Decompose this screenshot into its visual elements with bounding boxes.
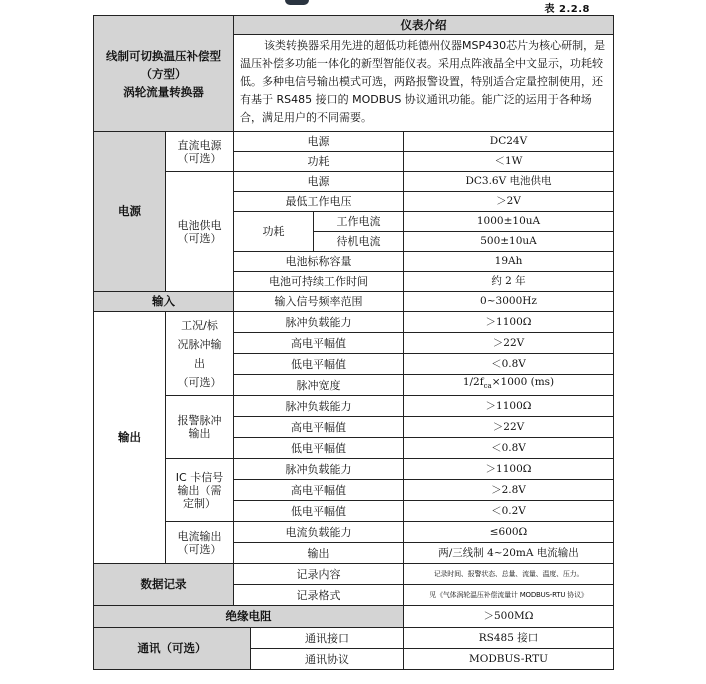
ic-label-line-1: IC 卡信号 xyxy=(175,470,224,484)
param-cell: 通讯接口 xyxy=(251,628,404,649)
pulse-label-line-4: （可选） xyxy=(177,375,222,389)
value-cell: ＞22V xyxy=(404,417,614,438)
param-cell: 脉冲负载能力 xyxy=(234,396,404,417)
value-cell: ＞2V xyxy=(404,192,614,212)
insulation-category: 绝缘电阻 xyxy=(94,606,404,628)
value-cell: ＞22V xyxy=(404,333,614,354)
param-cell: 输入信号频率范围 xyxy=(234,292,404,312)
pulse-label-line-1: 工况/标 xyxy=(181,318,218,332)
param-cell: 通讯协议 xyxy=(251,649,404,670)
ic-card-output-label xyxy=(166,459,234,522)
value-cell: ＞1100Ω xyxy=(404,396,614,417)
param-cell: 记录格式 xyxy=(234,585,404,606)
value-cell: 19Ah xyxy=(404,252,614,272)
param-cell: 脉冲宽度 xyxy=(234,375,404,396)
ic-label-line-2: 输出（需 xyxy=(177,483,222,497)
pulse-width-subscript: ca xyxy=(483,382,492,391)
table-number-label: 表 2.2.8 xyxy=(544,4,590,15)
pulse-label-line-2: 况脉冲输 xyxy=(177,337,222,351)
param-cell: 最低工作电压 xyxy=(234,192,404,212)
value-cell: MODBUS-RTU xyxy=(404,649,614,670)
input-category: 输入 xyxy=(94,292,234,312)
data-record-category: 数据记录 xyxy=(94,564,234,606)
battery-label-line-1: 电池供电 xyxy=(177,218,222,232)
value-cell: ＜0.8V xyxy=(404,438,614,459)
param-cell: 脉冲负载能力 xyxy=(234,459,404,480)
param-cell: 低电平幅值 xyxy=(234,438,404,459)
value-cell: 0~3000Hz xyxy=(404,292,614,312)
param-cell: 电池标称容量 xyxy=(234,252,404,272)
param-cell: 待机电流 xyxy=(314,232,404,252)
value-cell: ＜0.8V xyxy=(404,354,614,375)
pulse-label-line-3: 出 xyxy=(194,356,205,370)
value-cell: ＞1100Ω xyxy=(404,312,614,333)
value-cell: ＜0.2V xyxy=(404,501,614,522)
value-cell: 500±10uA xyxy=(404,232,614,252)
alarm-label-line-2: 输出 xyxy=(188,427,211,440)
value-cell: RS485 接口 xyxy=(404,628,614,649)
dc-label-line-1: 直流电源 xyxy=(177,138,222,152)
consumption-label: 功耗 xyxy=(234,212,314,252)
param-cell: 电源 xyxy=(234,172,404,192)
alarm-label-line-1: 报警脉冲 xyxy=(177,414,222,427)
intro-text: 该类转换器采用先进的超低功耗德州仪器MSP430芯片为核心研制，是温压补偿多功能一体化的新型智能仪表。采用点阵液晶全中文显示，功耗较低。多种电信号输出模式可选，两路报警设置，特别适合定量控制使用，还有基于 RS485 接口的 MODBUS 协议通讯功能。能广泛的运用于各种场合，满足用户的不同需要。 xyxy=(234,35,614,132)
value-cell: DC24V xyxy=(404,132,614,152)
battery-power-label xyxy=(166,172,234,292)
dc-label-line-2: （可选） xyxy=(177,151,222,165)
alarm-output-label xyxy=(166,396,234,459)
param-cell: 高电平幅值 xyxy=(234,480,404,501)
output-category: 输出 xyxy=(94,312,166,564)
ic-label-line-3: 定制） xyxy=(183,496,216,510)
device-name-cell xyxy=(94,16,234,132)
value-cell: ≤600Ω xyxy=(404,522,614,543)
comm-category: 通讯（可选） xyxy=(94,628,251,670)
current-label-line-2: （可选） xyxy=(177,542,222,556)
param-cell: 高电平幅值 xyxy=(234,333,404,354)
current-label-line-1: 电流输出 xyxy=(177,529,222,543)
param-cell: 脉冲负载能力 xyxy=(234,312,404,333)
value-cell: 约 2 年 xyxy=(404,272,614,292)
device-name-line-2: （方型） xyxy=(140,66,187,81)
param-cell: 输出 xyxy=(234,543,404,564)
value-cell: DC3.6V 电池供电 xyxy=(404,172,614,192)
device-name-line-3: 涡轮流量转换器 xyxy=(123,84,204,99)
value-cell: 两/三线制 4~20mA 电流输出 xyxy=(404,543,614,564)
dc-power-label xyxy=(166,132,234,172)
record-content-value: 记录时间、报警状态、总量、流量、温度、压力。 xyxy=(404,564,614,585)
battery-label-line-2: （可选） xyxy=(177,231,222,245)
param-cell: 高电平幅值 xyxy=(234,417,404,438)
pulse-output-label xyxy=(166,312,234,396)
value-cell: ＞500MΩ xyxy=(404,606,614,628)
param-cell: 电流负载能力 xyxy=(234,522,404,543)
value-cell: 1000±10uA xyxy=(404,212,614,232)
spec-table xyxy=(93,15,614,670)
value-cell: ＞2.8V xyxy=(404,480,614,501)
value-cell: ＞1100Ω xyxy=(404,459,614,480)
pulse-width-main: 1/2f xyxy=(462,376,484,389)
param-cell: 低电平幅值 xyxy=(234,354,404,375)
pulse-width-tail: ×1000 (ms) xyxy=(491,376,555,389)
param-cell: 功耗 xyxy=(234,152,404,172)
param-cell: 电池可持续工作时间 xyxy=(234,272,404,292)
record-format-value: 见《气体涡轮温压补偿流量计 MODBUS-RTU 协议》 xyxy=(404,585,614,606)
value-cell: ＜1W xyxy=(404,152,614,172)
current-output-label xyxy=(166,522,234,564)
param-cell: 工作电流 xyxy=(314,212,404,232)
param-cell: 低电平幅值 xyxy=(234,501,404,522)
intro-header: 仪表介绍 xyxy=(234,16,614,35)
param-cell: 记录内容 xyxy=(234,564,404,585)
device-name-line-1: 线制可切换温压补偿型 xyxy=(106,48,221,63)
pulse-width-value xyxy=(404,375,614,396)
power-category: 电源 xyxy=(94,132,166,292)
top-logo-fragment xyxy=(285,0,309,5)
param-cell: 电源 xyxy=(234,132,404,152)
